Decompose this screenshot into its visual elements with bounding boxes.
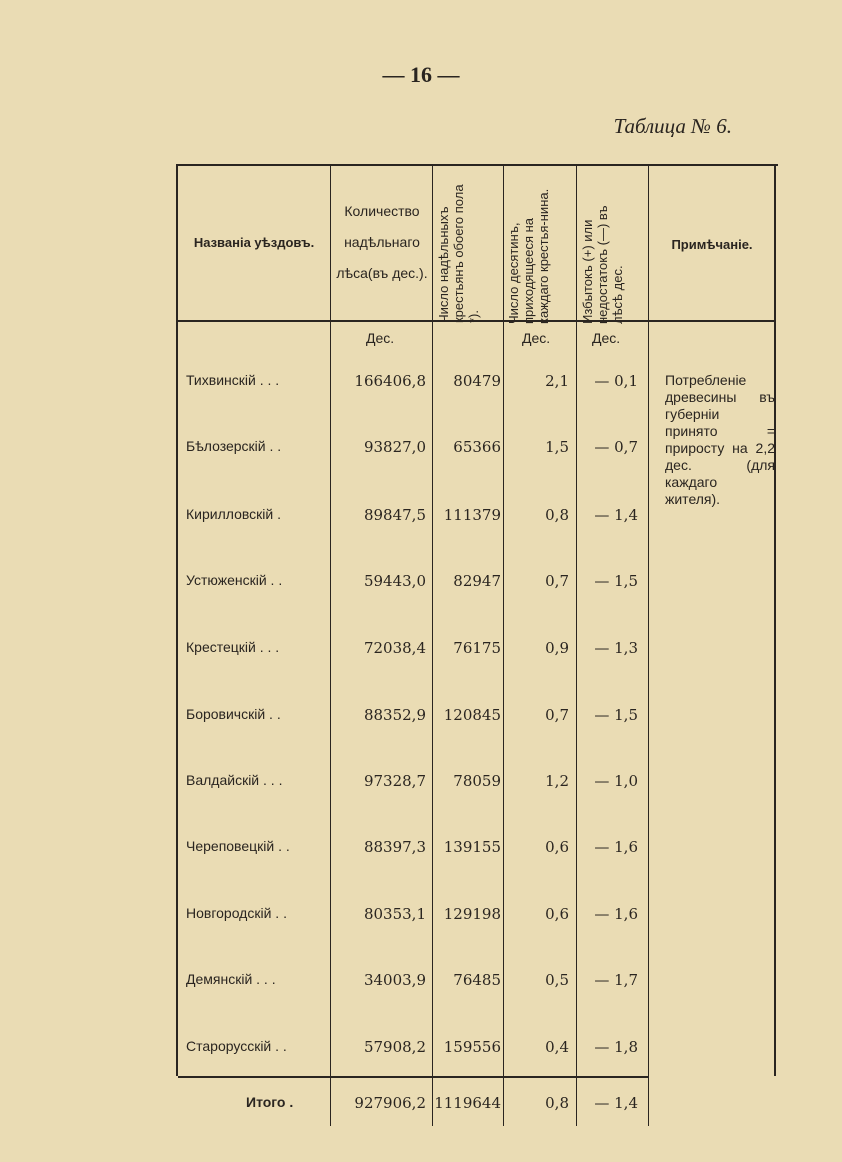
header-quantity: Количество надѣльнаго лѣса(въ дес.). [336, 203, 428, 281]
forest-quantity: 88352,9 [363, 706, 426, 724]
county-name: Новгородскiй . . [186, 905, 287, 921]
table-row [0, 838, 842, 862]
per-peasant: 0,7 [545, 706, 569, 724]
peasant-count: 76175 [453, 639, 501, 657]
per-peasant: 0,4 [545, 1038, 569, 1056]
county-name: Бѣлозерскiй . . [186, 438, 282, 454]
table-row [0, 572, 842, 596]
per-peasant: 0,7 [545, 572, 569, 590]
surplus-deficit: — 1,7 [594, 971, 638, 989]
per-peasant: 1,5 [545, 438, 569, 456]
peasant-count: 129198 [443, 905, 501, 923]
table-row [0, 971, 842, 995]
unit-quantity: Дес. [366, 330, 395, 346]
peasant-count: 76485 [453, 971, 501, 989]
county-name: Боровичскiй . . [186, 706, 281, 722]
table-top-rule [176, 164, 778, 166]
per-peasant: 0,5 [545, 971, 569, 989]
table-row [0, 905, 842, 929]
per-peasant: 1,2 [545, 772, 569, 790]
peasant-count: 80479 [453, 372, 501, 390]
per-peasant: 0,6 [545, 838, 569, 856]
peasant-count: 78059 [453, 772, 501, 790]
forest-quantity: 88397,3 [363, 838, 426, 856]
table-total-rule [178, 1076, 648, 1078]
unit-surplus: Дес. [592, 330, 621, 346]
surplus-deficit: — 1,8 [594, 1038, 638, 1056]
total-per-peasant: 0,8 [545, 1094, 569, 1112]
peasant-count: 82947 [453, 572, 501, 590]
forest-quantity: 166406,8 [354, 372, 426, 390]
table-label: Таблица № 6. [613, 114, 732, 138]
header-name: Названiа уѣздовъ. [193, 235, 315, 250]
surplus-deficit: — 1,6 [594, 905, 638, 923]
page-number: — 16 — [382, 62, 460, 87]
forest-quantity: 72038,4 [363, 639, 426, 657]
header-per-peasant: Число десятинъ, приходящееся на каждаго крестья-нина. [506, 188, 551, 324]
forest-quantity: 59443,0 [363, 572, 426, 590]
per-peasant: 0,9 [545, 639, 569, 657]
per-peasant: 2,1 [545, 372, 569, 390]
col-line-left [176, 166, 178, 1076]
surplus-deficit: — 1,5 [594, 706, 638, 724]
peasant-count: 120845 [443, 706, 501, 724]
county-name: Демянскiй . . . [186, 971, 276, 987]
county-name: Череповецкiй . . [186, 838, 290, 854]
forest-quantity: 34003,9 [363, 971, 426, 989]
table-row [0, 506, 842, 530]
surplus-deficit: — 1,0 [594, 772, 638, 790]
county-name: Старорусскiй . . [186, 1038, 287, 1054]
header-surplus: Избытокъ (+) или недостатокъ (—) въ лѣсѣ дес. [580, 205, 625, 324]
surplus-deficit: — 1,4 [594, 506, 638, 524]
forest-quantity: 97328,7 [363, 772, 426, 790]
forest-quantity: 80353,1 [363, 905, 426, 923]
total-row [0, 1094, 842, 1118]
total-diff: — 1,4 [594, 1094, 638, 1112]
table-row [0, 706, 842, 730]
county-name: Кирилловскiй . [186, 506, 281, 522]
header-peasants: Число надѣльныхъ крестьянъ обоего пола *). [436, 184, 481, 323]
table-row [0, 772, 842, 796]
table-row [0, 1038, 842, 1062]
surplus-deficit: — 0,1 [594, 372, 638, 390]
per-peasant: 0,8 [545, 506, 569, 524]
county-name: Крестецкiй . . . [186, 639, 280, 655]
peasant-count: 139155 [443, 838, 501, 856]
forest-quantity: 89847,5 [363, 506, 426, 524]
col-line-right [774, 166, 776, 1076]
peasant-count: 159556 [443, 1038, 501, 1056]
per-peasant: 0,6 [545, 905, 569, 923]
county-name: Тихвинскiй . . . [186, 372, 280, 388]
total-label: Итого . [246, 1094, 294, 1110]
county-name: Валдайскiй . . . [186, 772, 283, 788]
unit-per-peasant: Дес. [522, 330, 551, 346]
peasant-count: 111379 [443, 506, 501, 524]
total-peasants: 1119644 [434, 1094, 501, 1112]
remark-note: Потребленiе древесины въ губернiи принято = приросту на 2,2 дес. (для каждаго жителя). [665, 372, 775, 507]
header-remark: Примѣчанiе. [671, 237, 753, 252]
surplus-deficit: — 0,7 [594, 438, 638, 456]
forest-quantity: 57908,2 [363, 1038, 426, 1056]
peasant-count: 65366 [453, 438, 501, 456]
county-name: Устюженскiй . . [186, 572, 283, 588]
table-row [0, 639, 842, 663]
total-quantity: 927906,2 [354, 1094, 426, 1112]
surplus-deficit: — 1,6 [594, 838, 638, 856]
surplus-deficit: — 1,3 [594, 639, 638, 657]
surplus-deficit: — 1,5 [594, 572, 638, 590]
forest-quantity: 93827,0 [363, 438, 426, 456]
